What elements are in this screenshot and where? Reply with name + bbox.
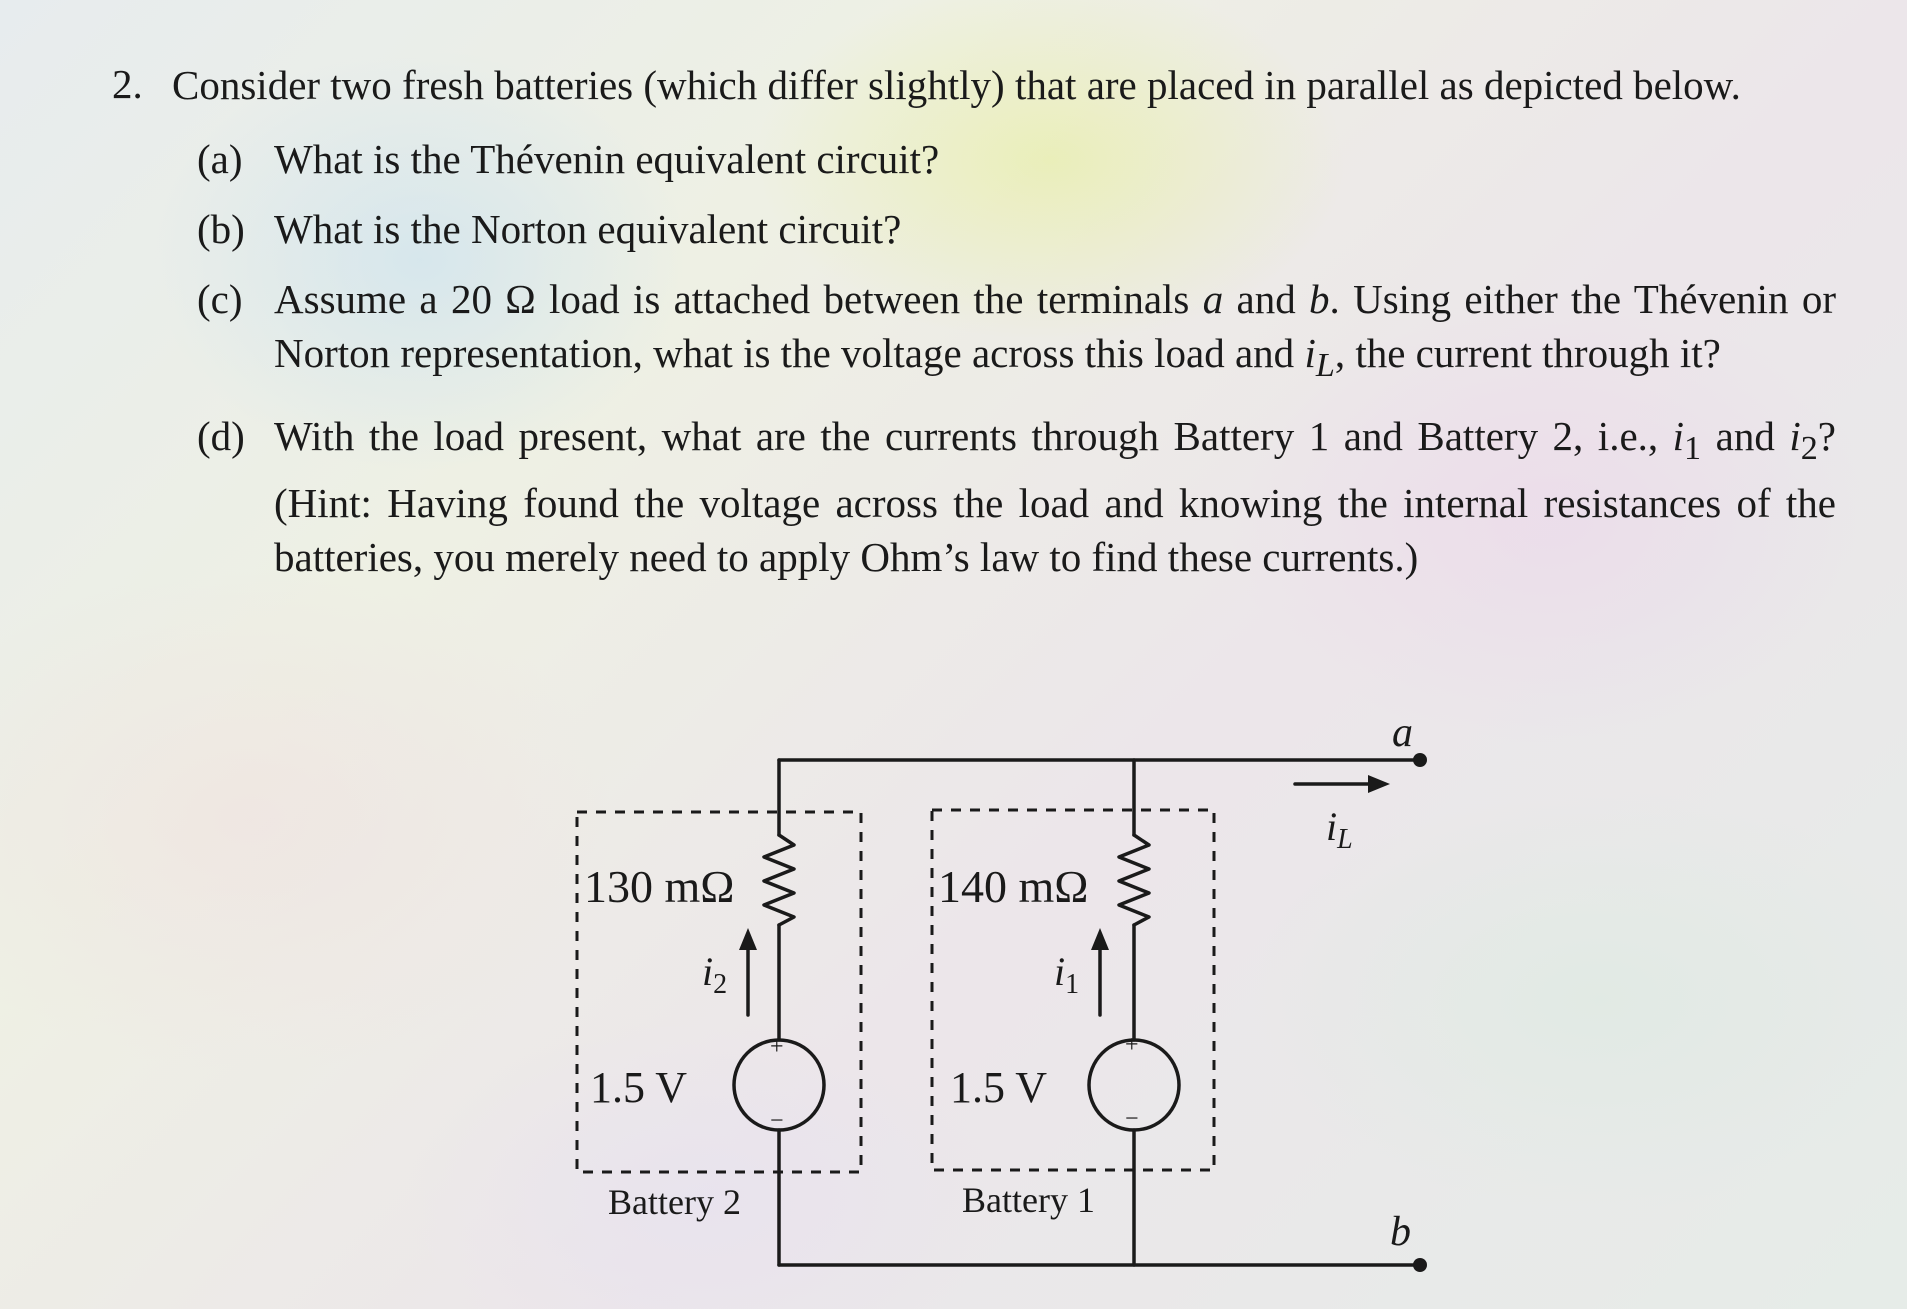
i1-arrow-head xyxy=(1091,928,1109,950)
i2-label-main: i xyxy=(702,949,714,994)
terminal-b-node xyxy=(1413,1258,1427,1272)
battery2-resistance-label: 130 mΩ xyxy=(584,861,735,912)
battery2-box xyxy=(577,812,861,1172)
battery2-minus: − xyxy=(770,1108,784,1134)
part-c-text-1: Assume a 20 Ω load is attached between the terminals xyxy=(274,276,1203,322)
problem-stem: Consider two fresh batteries (which differ slightly) that are placed in parallel as depicted below. xyxy=(172,62,1741,108)
part-c-var-b: b xyxy=(1309,276,1330,322)
part-c-text-4: , the current through it? xyxy=(1334,330,1721,376)
part-d xyxy=(197,409,1836,584)
battery1-source xyxy=(1089,1040,1179,1130)
problem-number: 2. xyxy=(112,61,143,107)
battery1-label: Battery 1 xyxy=(962,1180,1095,1220)
battery1-box xyxy=(932,810,1214,1170)
part-a xyxy=(197,132,1836,186)
part-a-text: What is the Thévenin equivalent circuit? xyxy=(274,136,940,182)
part-d-var-i1-sub: 1 xyxy=(1684,430,1702,468)
part-c-label: (c) xyxy=(197,276,243,322)
part-d-var-i2: i xyxy=(1789,413,1801,460)
iL-label-sub: L xyxy=(1337,824,1353,855)
i2-label xyxy=(702,949,727,1000)
part-d-text-2: and xyxy=(1701,413,1790,460)
part-b-label: (b) xyxy=(197,206,245,252)
terminal-a-node xyxy=(1413,753,1427,767)
battery2-source xyxy=(734,1040,824,1130)
battery1-voltage-label: 1.5 V xyxy=(950,1063,1047,1112)
part-d-var-i1: i xyxy=(1672,413,1685,460)
i1-label xyxy=(1054,949,1079,1000)
iL-label-main: i xyxy=(1326,804,1338,849)
part-d-text-1: With the load present, what are the currents through Battery 1 and Battery 2, i.e., xyxy=(274,413,1673,460)
i1-label-main: i xyxy=(1054,949,1066,994)
iL-label xyxy=(1326,804,1353,855)
part-d-text-3: ? (Hint: Having found the voltage across the load and knowing the internal resistances of the batteries, you merely need to apply Ohm’s law to find these currents.) xyxy=(274,413,1836,581)
battery1-resistance-label: 140 mΩ xyxy=(938,861,1089,912)
i1-label-sub: 1 xyxy=(1065,969,1080,1000)
part-d-var-i2-sub: 2 xyxy=(1800,430,1818,468)
part-c-var-iL-sub: L xyxy=(1315,347,1335,385)
terminal-a-label: a xyxy=(1392,710,1413,756)
part-c-text-2: and xyxy=(1223,276,1310,322)
i2-label-sub: 2 xyxy=(713,969,728,1000)
part-d-label: (d) xyxy=(197,413,245,460)
battery2-resistor xyxy=(764,835,794,925)
part-b-text: What is the Norton equivalent circuit? xyxy=(274,206,902,252)
terminal-b-label: b xyxy=(1390,1209,1411,1255)
battery1-minus: − xyxy=(1125,1106,1139,1132)
problem-2 xyxy=(112,58,1836,600)
iL-arrow-head xyxy=(1368,775,1390,793)
battery2-voltage-label: 1.5 V xyxy=(590,1063,687,1112)
part-c-text-3: . Using either the Thévenin or Norton representation, what is the voltage across this load and xyxy=(274,276,1836,376)
battery2-plus: + xyxy=(770,1034,784,1060)
battery1-plus: + xyxy=(1125,1032,1139,1058)
part-a-label: (a) xyxy=(197,136,243,182)
problem-parts xyxy=(197,132,1836,584)
battery2-label: Battery 2 xyxy=(608,1182,741,1222)
i2-arrow-head xyxy=(739,928,757,950)
battery1-resistor xyxy=(1119,835,1149,925)
part-c xyxy=(197,272,1836,393)
part-c-var-iL: i xyxy=(1304,330,1316,376)
part-c-var-a: a xyxy=(1202,276,1224,322)
part-b xyxy=(197,202,1836,256)
